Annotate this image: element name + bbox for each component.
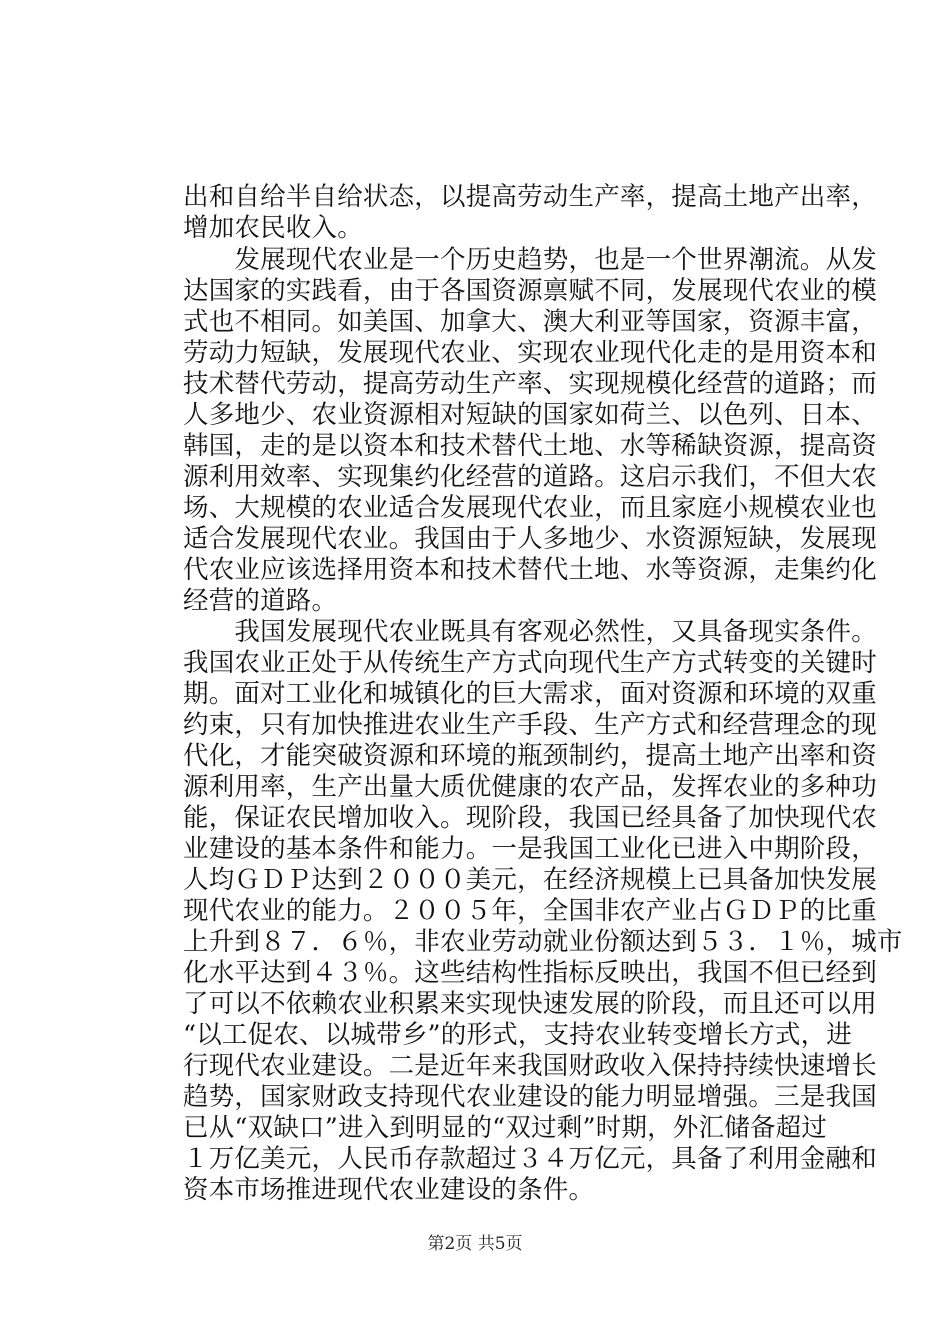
text-line: 了可以不依赖农业积累来实现快速发展的阶段，而且还可以用 — [183, 989, 877, 1019]
text-line: 趋势，国家财政支持现代农业建设的能力明显增强。三是我国 — [183, 1082, 877, 1112]
page-number-footer: 第2页 共5页 — [427, 1234, 523, 1254]
text-line: 韩国，走的是以资本和技术替代土地、水等稀缺资源，提高资 — [183, 431, 877, 461]
text-line: 行现代农业建设。二是近年来我国财政收入保持持续快速增长 — [183, 1051, 877, 1081]
text-line: 约束，只有加快推进农业生产手段、生产方式和经营理念的现 — [183, 710, 877, 740]
text-line: 我国农业正处于从传统生产方式向现代生产方式转变的关键时 — [183, 648, 877, 678]
text-line: “以工促农、以城带乡”的形式，支持农业转变增长方式，进 — [183, 1020, 852, 1050]
text-line: 场、大规模的农业适合发展现代农业，而且家庭小规模农业也 — [183, 493, 877, 523]
text-line: 我国发展现代农业既具有客观必然性，又具备现实条件。 — [183, 617, 877, 647]
text-line: 式也不相同。如美国、加拿大、澳大利亚等国家，资源丰富， — [183, 307, 877, 337]
text-line: 技术替代劳动，提高劳动生产率、实现规模化经营的道路；而 — [183, 369, 877, 399]
text-line: 发展现代农业是一个历史趋势，也是一个世界潮流。从发 — [183, 245, 877, 275]
text-line: 现代农业的能力。２００５年，全国非农产业占ＧＤＰ的比重 — [183, 896, 877, 926]
text-line: 业建设的基本条件和能力。一是我国工业化已进入中期阶段， — [183, 834, 877, 864]
text-line: 出和自给半自给状态，以提高劳动生产率，提高土地产出率， — [183, 182, 877, 212]
text-line: 已从“双缺口”进入到明显的“双过剩”时期，外汇储备超过 — [183, 1113, 828, 1143]
text-line: 源利用率，生产出量大质优健康的农产品，发挥农业的多种功 — [183, 772, 877, 802]
text-line: 资本市场推进现代农业建设的条件。 — [183, 1175, 595, 1205]
text-line: 人多地少、农业资源相对短缺的国家如荷兰、以色列、日本、 — [183, 400, 877, 430]
text-line: 增加农民收入。 — [183, 213, 363, 243]
text-line: 源利用效率、实现集约化经营的道路。这启示我们，不但大农 — [183, 462, 877, 492]
text-line: 经营的道路。 — [183, 586, 338, 616]
text-line: 代化，才能突破资源和环境的瓶颈制约，提高土地产出率和资 — [183, 741, 877, 771]
text-line: 达国家的实践看，由于各国资源禀赋不同，发展现代农业的模 — [183, 276, 877, 306]
text-line: １万亿美元，人民币存款超过３４万亿元，具备了利用金融和 — [183, 1144, 877, 1174]
text-line: 化水平达到４３％。这些结构性指标反映出，我国不但已经到 — [183, 958, 877, 988]
text-line: 期。面对工业化和城镇化的巨大需求，面对资源和环境的双重 — [183, 679, 877, 709]
text-line: 上升到８７．６％，非农业劳动就业份额达到５３．１％，城市 — [183, 927, 903, 957]
text-line: 劳动力短缺，发展现代农业、实现农业现代化走的是用资本和 — [183, 338, 877, 368]
text-line: 适合发展现代农业。我国由于人多地少、水资源短缺，发展现 — [183, 524, 877, 554]
text-line: 人均ＧＤＰ达到２０００美元，在经济规模上已具备加快发展 — [183, 865, 877, 895]
text-line: 代农业应该选择用资本和技术替代土地、水等资源，走集约化 — [183, 555, 877, 585]
text-line: 能，保证农民增加收入。现阶段，我国已经具备了加快现代农 — [183, 803, 877, 833]
